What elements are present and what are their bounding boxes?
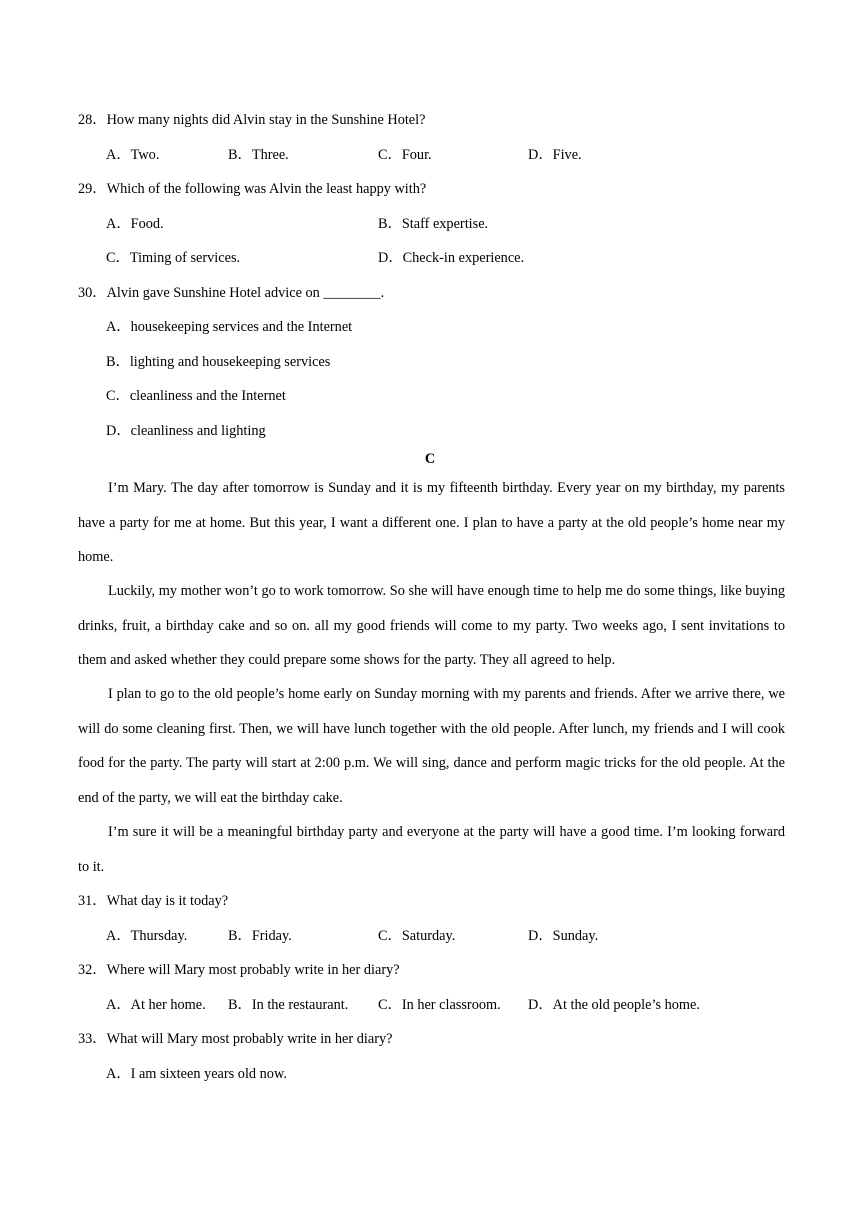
question-29-option-c: C．Timing of services. bbox=[106, 250, 241, 266]
question-28-option-c: C．Four. bbox=[378, 147, 432, 163]
passage-paragraph-2: Luckily, my mother won’t go to work tomorrow. So she will have enough time to help me do some things, like buying drinks, fruit, a birthday cake and so on. all my good friends will come to my party. Two weeks ago, I sent invitations to them and asked whether they could prepare some shows for the party. They all agreed to help. bbox=[78, 583, 785, 668]
question-31-option-d: D．Sunday. bbox=[528, 928, 599, 944]
question-31-stem: 31．What day is it today? bbox=[78, 893, 229, 909]
question-30-option-b: B．lighting and housekeeping services bbox=[106, 354, 331, 370]
question-30-option-a: A．housekeeping services and the Internet bbox=[106, 319, 353, 335]
question-29-option-a: A．Food. bbox=[106, 216, 164, 232]
question-30-option-c: C．cleanliness and the Internet bbox=[106, 388, 286, 404]
question-31-option-c: C．Saturday. bbox=[378, 928, 456, 944]
question-32-option-d: D．At the old people’s home. bbox=[528, 997, 700, 1013]
question-29-stem: 29．Which of the following was Alvin the least happy with? bbox=[78, 181, 427, 197]
question-32-option-c: C．In her classroom. bbox=[378, 997, 501, 1013]
question-31-option-b: B．Friday. bbox=[228, 928, 292, 944]
passage-paragraph-1: I’m Mary. The day after tomorrow is Sunday and it is my fifteenth birthday. Every year on my birthday, my parents have a party for me at home. But this year, I want a different one. I plan to have a party at the old people’s home near my home. bbox=[78, 480, 785, 565]
question-29-option-d: D．Check-in experience. bbox=[378, 250, 525, 266]
question-28-option-b: B．Three. bbox=[228, 147, 289, 163]
question-32-option-b: B．In the restaurant. bbox=[228, 997, 349, 1013]
section-title: C bbox=[424, 451, 436, 467]
question-30-stem: 30．Alvin gave Sunshine Hotel advice on ________. bbox=[78, 285, 385, 301]
question-30-option-d: D．cleanliness and lighting bbox=[106, 423, 266, 439]
question-32-option-a: A．At her home. bbox=[106, 997, 206, 1013]
question-28-option-d: D．Five. bbox=[528, 147, 582, 163]
question-32-stem: 32．Where will Mary most probably write in her diary? bbox=[78, 962, 400, 978]
passage-paragraph-4: I’m sure it will be a meaningful birthday party and everyone at the party will have a good time. I’m looking forward to it. bbox=[78, 824, 785, 875]
question-31-option-a: A．Thursday. bbox=[106, 928, 188, 944]
question-29-option-b: B．Staff expertise. bbox=[378, 216, 489, 232]
question-33-option-a: A．I am sixteen years old now. bbox=[106, 1066, 287, 1082]
question-33-stem: 33．What will Mary most probably write in her diary? bbox=[78, 1031, 393, 1047]
question-28-stem: 28．How many nights did Alvin stay in the Sunshine Hotel? bbox=[78, 112, 426, 128]
passage-paragraph-3: I plan to go to the old people’s home early on Sunday morning with my parents and friends. After we arrive there, we will do some cleaning first. Then, we will have lunch together with the old people. After lunch, my friends and I will cook food for the party. The party will start at 2:00 p.m. We will sing, dance and perform magic tricks for the old people. At the end of the party, we will eat the birthday cake. bbox=[78, 686, 785, 806]
question-28-option-a: A．Two. bbox=[106, 147, 160, 163]
